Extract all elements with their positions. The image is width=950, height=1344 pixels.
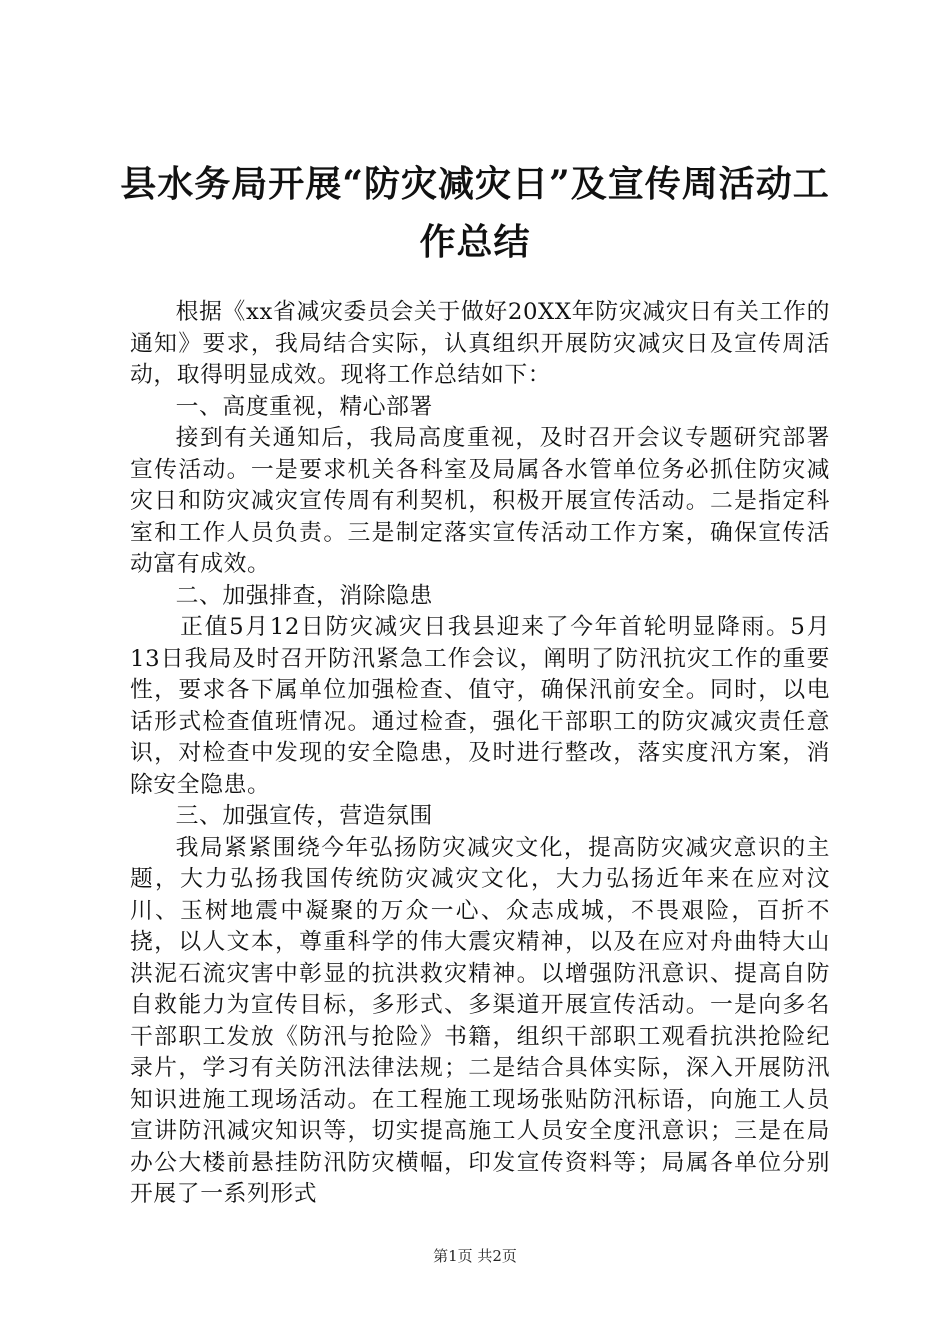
section-heading-3: 三、加强宣传，营造氛围 bbox=[175, 803, 433, 829]
paragraph-section-2: 正值5月12日防灾减灾日我县迎来了今年首轮明显降雨。5月13日我局及时召开防汛紧急工作会议，阐明了防汛抗灾工作的重要性，要求各下属单位加强检查、值守，确保汛前安全。同时，以电话形式检查值班情况。通过检查，强化干部职工的防灾减灾责任意识，对检查中发现的安全隐患，及时进行整改，落实度汛方案，消除安全隐患。 bbox=[130, 614, 830, 798]
document-body bbox=[130, 297, 830, 1211]
section-heading-1: 一、高度重视，精心部署 bbox=[175, 393, 433, 420]
paragraph-section-3: 我局紧紧围绕今年弘扬防灾减灾文化，提高防灾减灾意识的主题，大力弘扬我国传统防灾减灾文化，大力弘扬近年来在应对汶川、玉树地震中凝聚的万众一心、众志成城，不畏艰险，百折不挠，以人文本，尊重科学的伟大震灾精神，以及在应对舟曲特大山洪泥石流灾害中彰显的抗洪救灾精神。以增强防汛意识、提高自防自救能力为宣传目标，多形式、多渠道开展宣传活动。一是向多名干部职工发放《防汛与抢险》书籍，组织干部职工观看抗洪抢险纪录片，学习有关防汛法律法规；二是结合具体实际，深入开展防汛知识进施工现场活动。在工程施工现场张贴防汛标语，向施工人员宣讲防汛减灾知识等，切实提高施工人员安全度汛意识；三是在局办公大楼前悬挂防汛防灾横幅，印发宣传资料等；局属各单位分别开展了一系列形式 bbox=[130, 834, 830, 1207]
section-heading-2: 二、加强排查，消除隐患 bbox=[175, 582, 433, 609]
document-title-line-1: 县水务局开展“防灾减灾日”及宣传周活动工 bbox=[120, 163, 830, 205]
paragraph-intro: 根据《xx省减灾委员会关于做好20XX年防灾减灾日有关工作的通知》要求，我局结合实际，认真组织开展防灾减灾日及宣传周活动，取得明显成效。现将工作总结如下： bbox=[130, 299, 830, 388]
page-footer: 第1页 共2页 bbox=[433, 1247, 517, 1265]
paragraph-section-1: 接到有关通知后，我局高度重视，及时召开会议专题研究部署宣传活动。一是要求机关各科室及局属各水管单位务必抓住防灾减灾日和防灾减灾宣传周有利契机，积极开展宣传活动。二是指定科室和工作人员负责。三是制定落实宣传活动工作方案，确保宣传活动富有成效。 bbox=[130, 425, 830, 577]
document-title-line-2: 作总结 bbox=[419, 221, 531, 263]
